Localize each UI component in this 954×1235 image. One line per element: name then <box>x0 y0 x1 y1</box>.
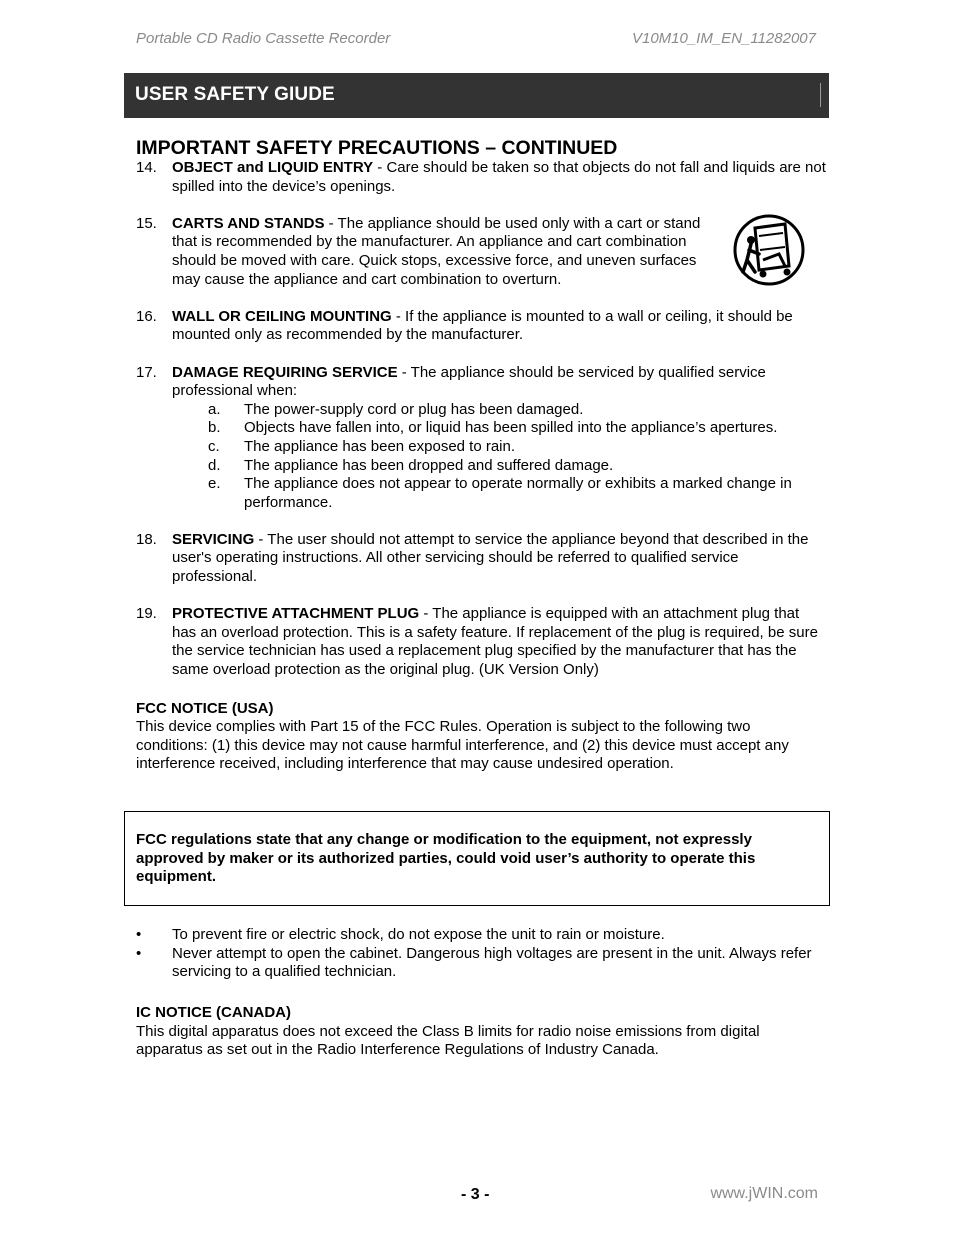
section-title: IMPORTANT SAFETY PRECAUTIONS – CONTINUED <box>136 137 618 159</box>
item-title: OBJECT and LIQUID ENTRY <box>172 159 374 176</box>
precaution-item-14 <box>136 159 826 196</box>
item-title: SERVICING <box>172 530 255 548</box>
section-banner <box>124 73 829 118</box>
precaution-item-15 <box>136 215 718 289</box>
warning-bullets <box>136 926 826 982</box>
item-title: DAMAGE REQUIRING SERVICE <box>172 363 398 381</box>
item-title: CARTS AND STANDS <box>172 214 325 232</box>
item-text: - Care should be taken so that objects do not fall and liquids are not spilled into the device’s openings. <box>172 159 826 195</box>
item-number: 14. <box>136 159 157 176</box>
subitem-text: Objects have fallen into, or liquid has been spilled into the appliance’s apertures. <box>244 419 778 437</box>
bullet-text: Never attempt to open the cabinet. Dangerous high voltages are present in the unit. Always refer servicing to a qualified technician. <box>172 944 812 981</box>
website-link[interactable]: www.jWIN.com <box>710 1185 818 1202</box>
service-condition-c <box>136 438 826 457</box>
service-condition-d <box>136 457 826 476</box>
bullet-icon: • <box>136 926 142 943</box>
fcc-notice-heading: FCC NOTICE (USA) <box>136 699 274 717</box>
subitem-text: The power-supply cord or plug has been damaged. <box>244 400 584 418</box>
subitem-letter: b. <box>208 419 221 437</box>
bullet-item <box>136 926 826 945</box>
service-condition-e <box>136 475 826 512</box>
item-text: - The appliance should be serviced by qualified service professional when: <box>172 363 766 400</box>
safety-precautions <box>136 137 826 774</box>
subitem-letter: e. <box>208 475 221 493</box>
subitem-text: The appliance has been exposed to rain. <box>244 437 516 455</box>
header-document-code: V10M10_IM_EN_11282007 <box>631 30 816 47</box>
cart-tip-over-warning-icon <box>733 214 805 286</box>
subitem-text: The appliance does not appear to operate normally or exhibits a marked change in performance. <box>244 475 792 511</box>
fcc-notice-text: This device complies with Part 15 of the FCC Rules. Operation is subject to the following two conditions: (1) this device may not cause harmful interference, and (2) this device must accept any interference received, including interference that may cause undesired operation. <box>136 718 789 773</box>
item-number: 15. <box>136 214 157 232</box>
subitem-letter: d. <box>208 456 221 474</box>
item-number: 18. <box>136 530 157 548</box>
precaution-item-19 <box>136 605 826 679</box>
bullet-icon: • <box>136 944 142 962</box>
item-text: - The appliance should be used only with a cart or stand that is recommended by the manufacturer. An appliance and cart combination should be moved with care. Quick stops, excessive force, and uneven surfaces may cause the appliance and cart combination to overturn. <box>172 214 701 288</box>
ic-notice <box>136 1004 826 1060</box>
item-number: 17. <box>136 363 157 381</box>
bullet-item <box>136 945 826 982</box>
fcc-regulation-box <box>124 811 830 906</box>
item-text: - If the appliance is mounted to a wall or ceiling, it should be mounted only as recommended by the manufacturer. <box>172 307 793 344</box>
header-product-name: Portable CD Radio Cassette Recorder <box>136 30 391 47</box>
banner-title: USER SAFETY GIUDE <box>135 84 335 105</box>
fcc-notice <box>136 700 826 774</box>
bullet-text: To prevent fire or electric shock, do not expose the unit to rain or moisture. <box>172 926 665 943</box>
subitem-letter: c. <box>208 437 220 455</box>
item-title: PROTECTIVE ATTACHMENT PLUG <box>172 605 420 623</box>
subitem-letter: a. <box>208 400 221 418</box>
ic-notice-text: This digital apparatus does not exceed the Class B limits for radio noise emissions from digital apparatus as set out in the Radio Interference Regulations of Industry Canada. <box>136 1022 760 1059</box>
service-condition-b <box>136 419 826 438</box>
precaution-item-16 <box>136 308 826 345</box>
service-condition-a <box>136 401 826 420</box>
item-number: 16. <box>136 307 157 325</box>
item-title: WALL OR CEILING MOUNTING <box>172 307 392 325</box>
fcc-regulation-text: FCC regulations state that any change or modification to the equipment, not expressly approved by maker or its authorized parties, could void user’s authority to operate this equipment. <box>136 831 756 886</box>
item-text: - The appliance is equipped with an attachment plug that has an overload protection. This is a safety feature. If replacement of the plug is required, be sure the service technician has used a replacement plug specified by the manufacturer that has the same overload protection as the original plug. (UK Version Only) <box>172 605 818 679</box>
precaution-item-17 <box>136 364 826 401</box>
page-number: - 3 - <box>461 1186 490 1203</box>
precaution-item-18 <box>136 531 826 587</box>
banner-frame <box>132 83 821 107</box>
subitem-text: The appliance has been dropped and suffered damage. <box>244 456 614 474</box>
item-number: 19. <box>136 605 157 623</box>
ic-notice-heading: IC NOTICE (CANADA) <box>136 1004 291 1021</box>
item-text: - The user should not attempt to service the appliance beyond that described in the user's operating instructions. All other servicing should be referred to qualified service professional. <box>172 530 809 586</box>
